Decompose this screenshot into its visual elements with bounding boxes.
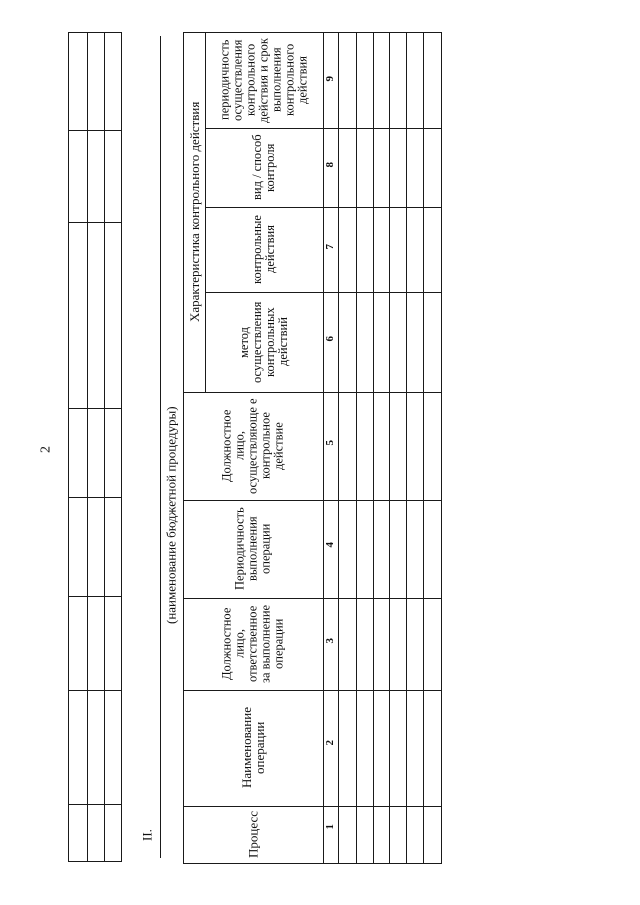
col-number-6: 6	[324, 336, 336, 342]
col-number-9: 9	[324, 76, 336, 82]
col-header-responsible-official: Должностное лицо, ответственное за выполнение операции	[219, 604, 286, 684]
col-number-8: 8	[324, 162, 336, 168]
col-header-periodicity: Периодичность выполнения операции	[232, 507, 273, 591]
page-number: 2	[38, 446, 54, 454]
col-number-2: 2	[324, 740, 336, 746]
col-number-1: 1	[324, 824, 336, 830]
procedure-caption: (наименование бюджетной процедуры)	[163, 406, 179, 624]
col-header-control-periodicity: периодичность осуществления контрольного действия и срок выполнения контрольного действия	[217, 37, 310, 123]
col-header-control-actions: контрольные действия	[250, 215, 277, 284]
col-header-control-type: вид / способ контроля	[250, 134, 277, 201]
group-header: Характеристика контрольного действия	[187, 101, 202, 323]
col-number-4: 4	[324, 542, 336, 548]
col-number-5: 5	[324, 440, 336, 446]
col-number-7: 7	[324, 244, 336, 250]
col-number-3: 3	[324, 638, 336, 644]
col-header-operation-name: Наименование операции	[239, 707, 267, 789]
col-header-process: Процесс	[245, 811, 261, 859]
col-header-control-method: метод осуществления контрольных действий	[237, 301, 290, 383]
col-header-controlling-official: Должностное лицо, осуществляюще е контрольное действие	[219, 398, 286, 494]
section-number: II.	[139, 829, 155, 841]
